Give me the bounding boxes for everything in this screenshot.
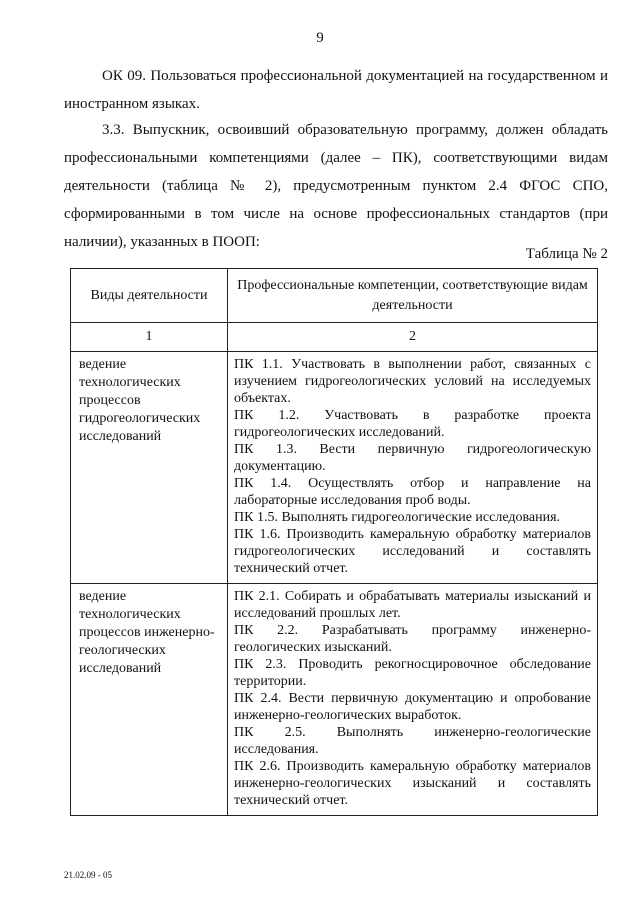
competencies-table [70,268,598,816]
table-row [71,584,598,816]
paragraph-3-3: 3.3. Выпускник, освоивший образовательную программу, должен обладать профессиональными компетенциями (далее – ПК), соответствующими видам деятельности (таблица № 2), предусмотренным пунктом 2.4 ФГОС СПО, сформированными в том числе на основе профессиональных стандартов (при наличии), указанных в ПООП: [64,122,608,250]
page-number: 9 [316,30,324,46]
competency-item: ПК 2.2. Разрабатывать программу инженерно-геологических изысканий. [234,623,591,655]
competency-item: ПК 1.5. Выполнять гидрогеологические исследования. [234,510,561,525]
competency-item: ПК 1.6. Производить камеральную обработку материалов гидрогеологических исследований и составлять технический отчет. [234,527,591,576]
activity-cell: ведение технологических процессов гидрогеологических исследований [71,352,228,584]
header-activities: Виды деятельности [71,269,228,323]
paragraph-ok09: ОК 09. Пользоваться профессиональной документацией на государственном и иностранном языках. [64,68,608,112]
table-row [71,352,598,584]
table-number-row [71,323,598,352]
competencies-cell [228,584,598,816]
column-number-2: 2 [228,323,598,352]
column-number-1: 1 [71,323,228,352]
activity-cell: ведение технологических процессов инженерно-геологических исследований [71,584,228,816]
table-caption: Таблица № 2 [525,246,608,262]
document-code: 21.02.09 - 05 [64,870,112,880]
competency-item: ПК 1.1. Участвовать в выполнении работ, связанных с изучением гидрогеологических условий на исследуемых объектах. [234,357,591,406]
competency-item: ПК 2.3. Проводить рекогносцировочное обследование территории. [234,657,591,689]
header-competencies: Профессиональные компетенции, соответствующие видам деятельности [228,269,598,323]
competency-item: ПК 2.1. Собирать и обрабатывать материалы изысканий и исследований прошлых лет. [234,589,591,621]
competency-item: ПК 2.5. Выполнять инженерно-геологические исследования. [234,725,591,757]
competency-item: ПК 1.3. Вести первичную гидрогеологическую документацию. [234,442,591,474]
competencies-cell [228,352,598,584]
competency-item: ПК 2.4. Вести первичную документацию и опробование инженерно-геологических выработок. [234,691,591,723]
competency-item: ПК 2.6. Производить камеральную обработку материалов инженерно-геологических изысканий и составлять технический отчет. [234,759,591,808]
table-header-row [71,269,598,323]
competency-item: ПК 1.2. Участвовать в разработке проекта гидрогеологических исследований. [234,408,591,440]
competency-item: ПК 1.4. Осуществлять отбор и направление на лабораторные исследования проб воды. [234,476,591,508]
